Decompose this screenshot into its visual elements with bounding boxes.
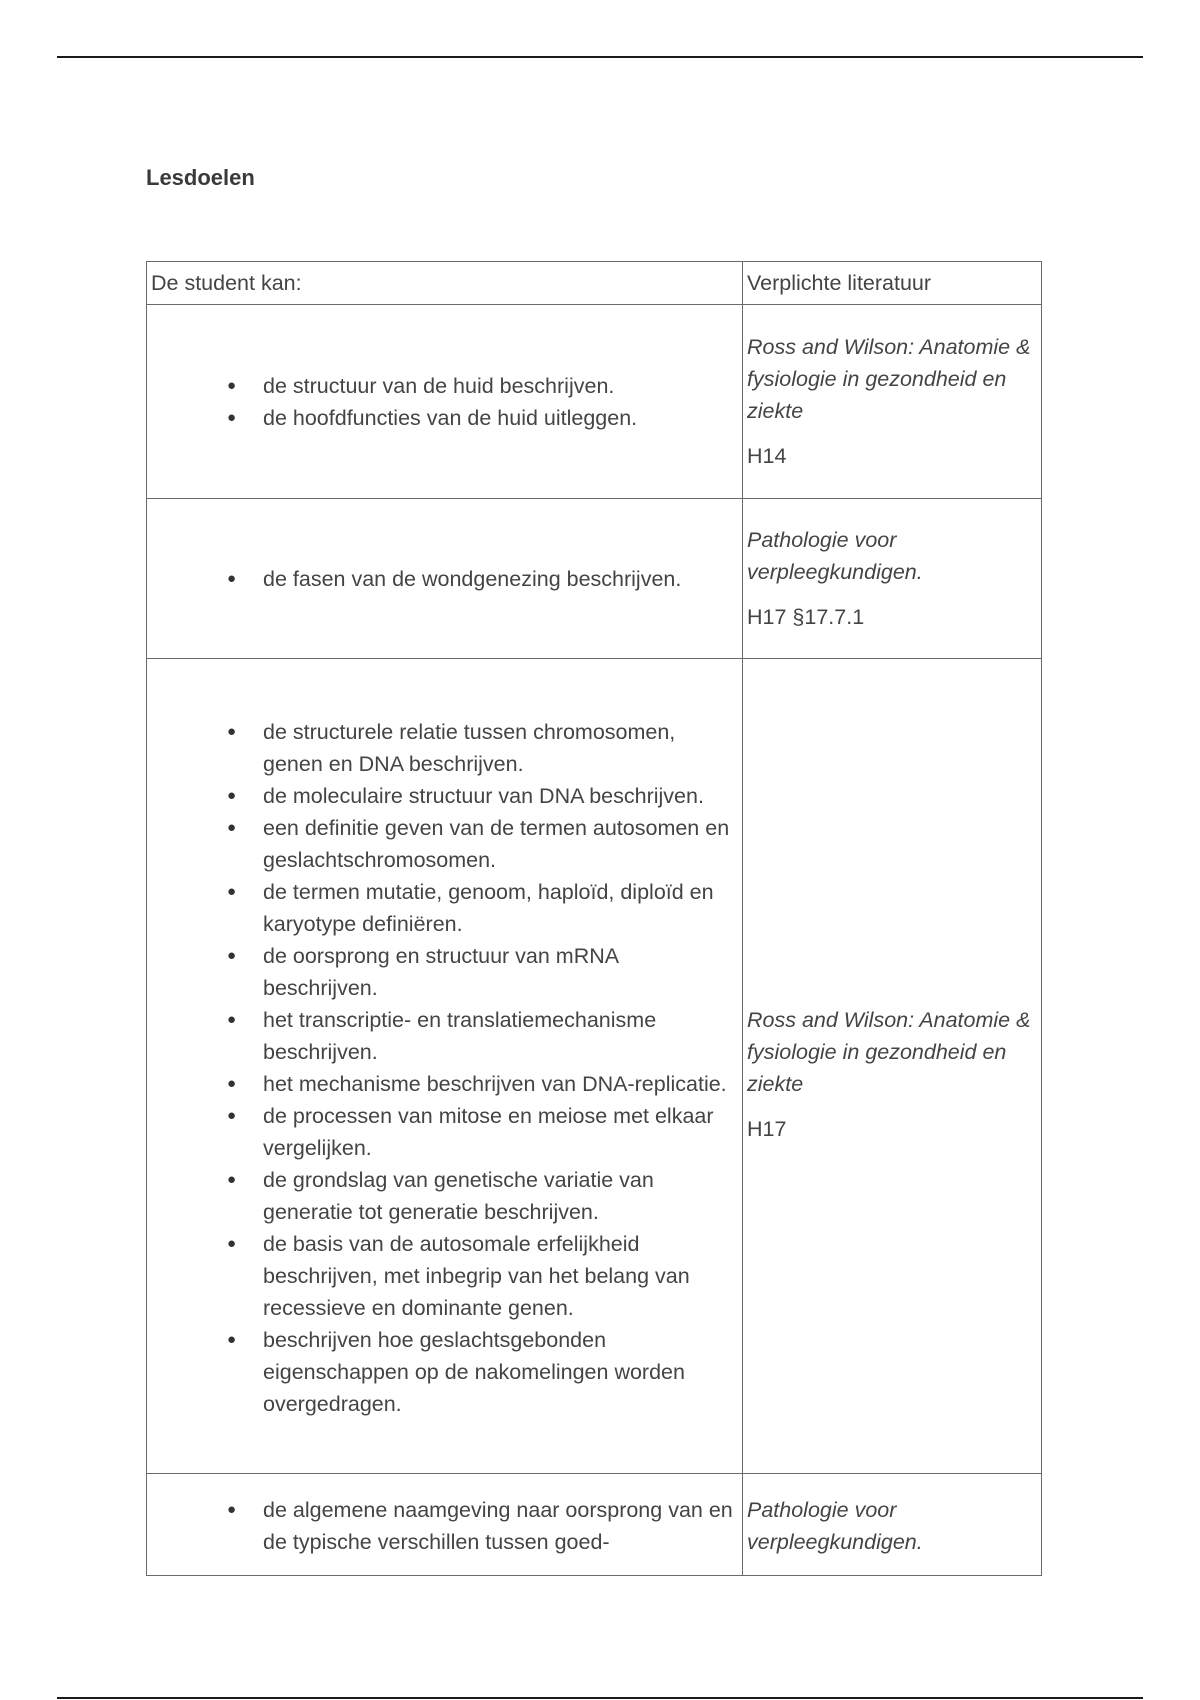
goals-cell [147, 499, 743, 659]
list-item: ● de processen van mitose en meiose met elkaar vergelijken. [263, 1100, 738, 1164]
header-student-can: De student kan: [147, 262, 743, 305]
goals-list [151, 716, 738, 1420]
literature-cell [743, 1474, 1042, 1576]
literature-chapter: H14 [747, 444, 787, 468]
literature-title: Pathologie voor verpleegkundigen. [747, 1497, 923, 1554]
list-item: ● de fasen van de wondgenezing beschrijven. [263, 563, 738, 595]
learning-goals-table [146, 261, 1042, 1576]
list-item: ● de moleculaire structuur van DNA beschrijven. [263, 780, 738, 812]
table-row [147, 499, 1042, 659]
goals-list [151, 563, 738, 595]
table-row [147, 305, 1042, 499]
list-item: ● de termen mutatie, genoom, haploïd, diploïd en karyotype definiëren. [263, 876, 738, 940]
top-rule [57, 56, 1143, 58]
list-item: ● de grondslag van genetische variatie van generatie tot generatie beschrijven. [263, 1164, 738, 1228]
table-row [147, 1474, 1042, 1576]
literature-title: Ross and Wilson: Anatomie & fysiologie in gezondheid en ziekte [747, 335, 1031, 423]
goals-list [151, 370, 738, 434]
list-item: ● de structurele relatie tussen chromosomen, genen en DNA beschrijven. [263, 716, 738, 780]
list-item: ● de basis van de autosomale erfelijkheid beschrijven, met inbegrip van het belang van recessieve en dominante genen. [263, 1228, 738, 1324]
list-item: ● het transcriptie- en translatiemechanisme beschrijven. [263, 1004, 738, 1068]
table-header-row [147, 262, 1042, 305]
goals-cell [147, 659, 743, 1474]
list-item: ● de hoofdfuncties van de huid uitleggen. [263, 402, 738, 434]
literature-chapter: H17 [747, 1116, 787, 1141]
goals-cell [147, 1474, 743, 1576]
literature-chapter: H17 §17.7.1 [747, 605, 865, 629]
list-item: ● de algemene naamgeving naar oorsprong van en de typische verschillen tussen goed- [263, 1494, 738, 1558]
list-item: ● een definitie geven van de termen autosomen en geslachtschromosomen. [263, 812, 738, 876]
list-item: ● de structuur van de huid beschrijven. [263, 370, 738, 402]
list-item: ● het mechanisme beschrijven van DNA-replicatie. [263, 1068, 738, 1100]
literature-cell [743, 659, 1042, 1474]
bottom-rule [57, 1697, 1143, 1699]
section-heading: Lesdoelen [146, 165, 255, 190]
literature-cell [743, 305, 1042, 499]
table-row [147, 659, 1042, 1474]
list-item: ● beschrijven hoe geslachtsgebonden eigenschappen op de nakomelingen worden overgedragen. [263, 1324, 738, 1420]
literature-cell [743, 499, 1042, 659]
literature-title: Ross and Wilson: Anatomie & fysiologie in gezondheid en ziekte [747, 1007, 1031, 1096]
goals-cell [147, 305, 743, 499]
literature-title: Pathologie voor verpleegkundigen. [747, 528, 923, 584]
list-item: ● de oorsprong en structuur van mRNA beschrijven. [263, 940, 738, 1004]
header-required-literature: Verplichte literatuur [743, 262, 1042, 305]
goals-list [151, 1494, 738, 1558]
